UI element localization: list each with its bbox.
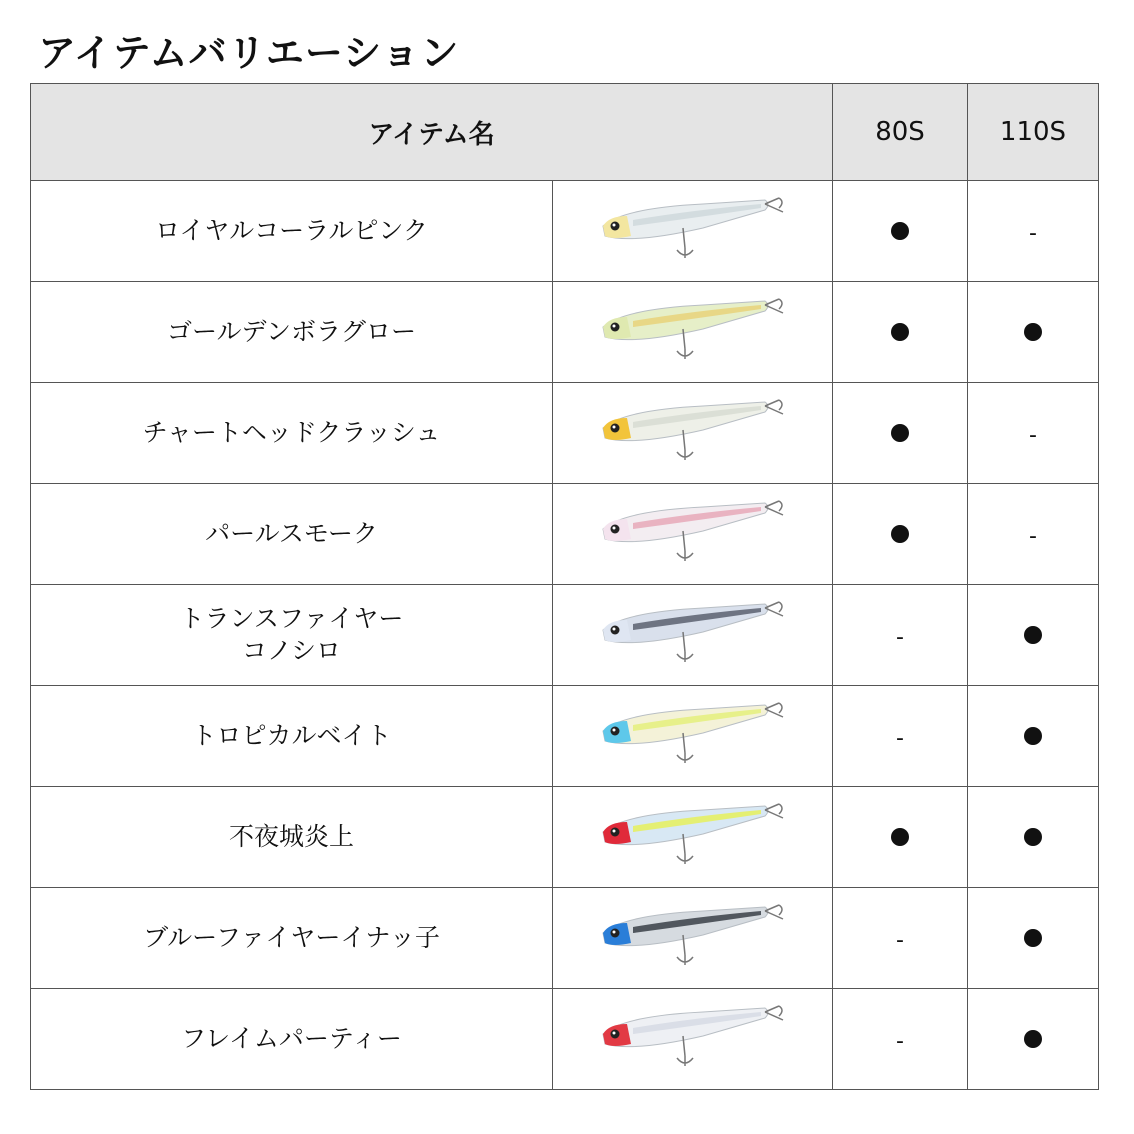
cell-110s (968, 888, 1099, 989)
cell-110s (968, 383, 1099, 484)
lure-image (593, 893, 793, 983)
item-name-cell (31, 686, 553, 787)
available-dot (1024, 929, 1042, 947)
item-image-cell (553, 181, 833, 282)
item-name-cell (31, 787, 553, 888)
header-80s: 80S (833, 84, 968, 181)
cell-80s (833, 282, 968, 383)
lure-image (593, 691, 793, 781)
available-dot (1024, 323, 1042, 341)
item-image-cell (553, 989, 833, 1090)
unavailable-dash: - (896, 1028, 904, 1054)
item-name-cell (31, 181, 553, 282)
table-row (31, 989, 1099, 1090)
unavailable-dash: - (1029, 422, 1037, 448)
lure-image (593, 388, 793, 478)
cell-80s (833, 585, 968, 686)
cell-80s (833, 787, 968, 888)
unavailable-dash: - (1029, 523, 1037, 549)
cell-80s (833, 686, 968, 787)
lure-image (593, 287, 793, 377)
item-image-cell (553, 282, 833, 383)
item-name: トランスファイヤー コノシロ (179, 604, 404, 665)
table-row (31, 888, 1099, 989)
table-row (31, 484, 1099, 585)
item-name-cell (31, 585, 553, 686)
table-row (31, 383, 1099, 484)
table-row (31, 585, 1099, 686)
item-name: ゴールデンボラグロー (166, 317, 416, 346)
header-110s: 110S (968, 84, 1099, 181)
item-image-cell (553, 686, 833, 787)
table-row (31, 282, 1099, 383)
item-image-cell (553, 585, 833, 686)
item-image-cell (553, 383, 833, 484)
item-image-cell (553, 484, 833, 585)
cell-80s (833, 181, 968, 282)
cell-110s (968, 484, 1099, 585)
item-name-cell (31, 282, 553, 383)
item-name: 不夜城炎上 (228, 822, 354, 851)
item-name-cell (31, 888, 553, 989)
table-row (31, 686, 1099, 787)
lure-image (593, 489, 793, 579)
item-name: チャートヘッドクラッシュ (142, 418, 441, 447)
lure-image (593, 994, 793, 1084)
item-name-cell (31, 484, 553, 585)
cell-80s (833, 888, 968, 989)
lure-image (593, 792, 793, 882)
header-row (31, 84, 1099, 181)
item-name-cell (31, 989, 553, 1090)
available-dot (1024, 727, 1042, 745)
available-dot (1024, 828, 1042, 846)
unavailable-dash: - (1029, 220, 1037, 246)
unavailable-dash: - (896, 927, 904, 953)
item-name: トロピカルベイト (191, 721, 392, 750)
unavailable-dash: - (896, 725, 904, 751)
cell-110s (968, 282, 1099, 383)
item-name: フレイムパーティー (181, 1024, 402, 1053)
cell-110s (968, 989, 1099, 1090)
item-image-cell (553, 787, 833, 888)
item-name: パールスモーク (205, 519, 378, 548)
table-row (31, 787, 1099, 888)
item-name-cell (31, 383, 553, 484)
available-dot (891, 323, 909, 341)
available-dot (891, 222, 909, 240)
item-name: ロイヤルコーラルピンク (155, 216, 428, 245)
available-dot (1024, 1030, 1042, 1048)
header-item-name: アイテム名 (31, 84, 833, 181)
lure-image (593, 590, 793, 680)
available-dot (891, 424, 909, 442)
item-image-cell (553, 888, 833, 989)
lure-image (593, 186, 793, 276)
variation-table (30, 83, 1099, 1090)
unavailable-dash: - (896, 624, 904, 650)
cell-110s (968, 585, 1099, 686)
cell-80s (833, 383, 968, 484)
cell-80s (833, 484, 968, 585)
cell-80s (833, 989, 968, 1090)
available-dot (891, 525, 909, 543)
cell-110s (968, 181, 1099, 282)
cell-110s (968, 787, 1099, 888)
available-dot (1024, 626, 1042, 644)
cell-110s (968, 686, 1099, 787)
available-dot (891, 828, 909, 846)
item-name: ブルーファイヤーイナッ子 (143, 923, 440, 952)
page-title: アイテムバリエーション (38, 31, 460, 75)
table-row (31, 181, 1099, 282)
